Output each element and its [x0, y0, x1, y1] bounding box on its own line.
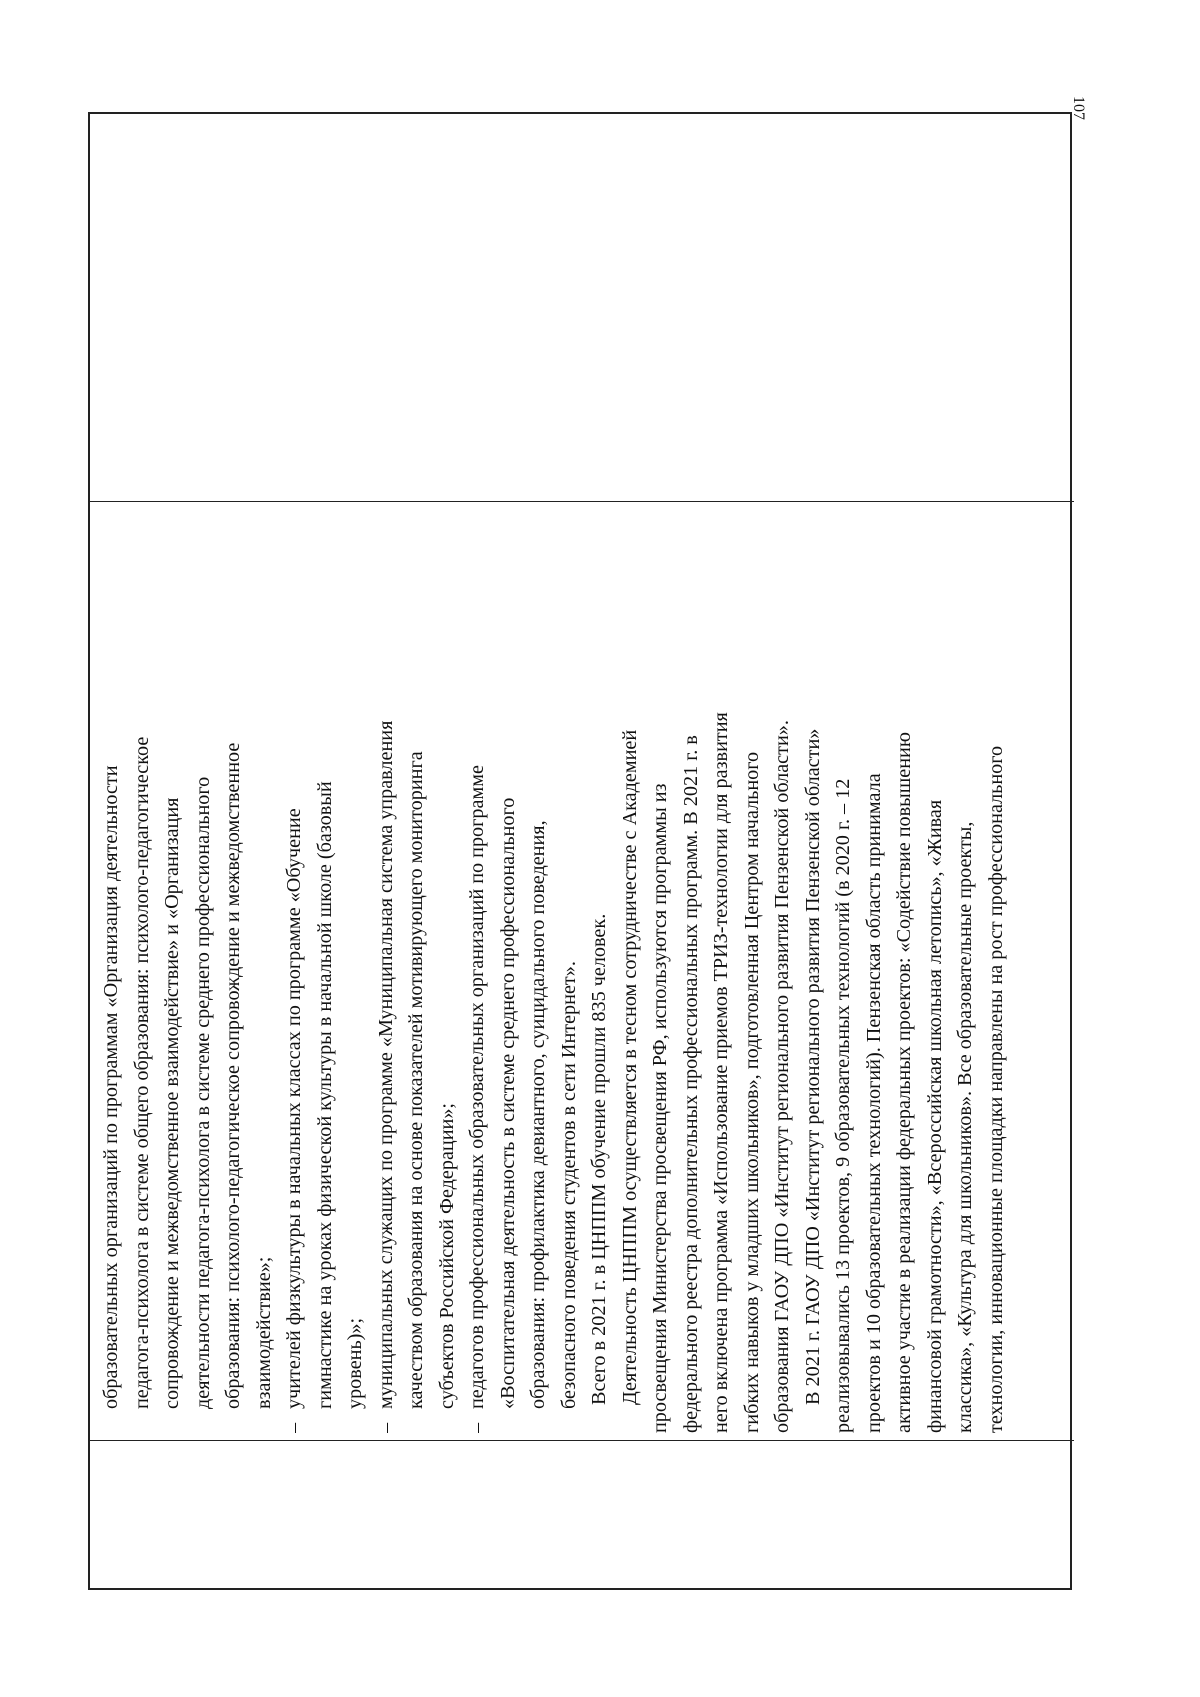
- text-line: [310, 507, 341, 1433]
- line-text: качеством образования на основе показателей мотивирующего мониторинга: [405, 751, 427, 1409]
- text-line: [981, 507, 1012, 1433]
- line-text: образовательных организаций по программам «Организация деятельности: [100, 765, 122, 1409]
- text-line: [218, 507, 249, 1433]
- line-text: Всего в 2021 г. в ЦНППМ обучение прошли 835 человек.: [588, 913, 610, 1405]
- line-text: классика», «Культура для школьников». Все образовательные проекты,: [954, 821, 976, 1433]
- page-number: 107: [1070, 96, 1087, 120]
- list-dash: –: [374, 1422, 397, 1433]
- list-dash: –: [466, 1422, 488, 1433]
- text-line: [493, 507, 524, 1433]
- text-line: [340, 507, 371, 1433]
- text-line: [676, 507, 707, 1433]
- line-text: реализовывались 13 проектов, 9 образовательных технологий (в 2020 г. – 12: [832, 778, 854, 1433]
- text-line: [828, 507, 859, 1433]
- text-line: [401, 507, 432, 1433]
- table-cell-left: [90, 1440, 1074, 1592]
- table-cell-right: [90, 114, 1074, 502]
- line-text: него включена программа «Использование приемов ТРИЗ-технологии для развития: [710, 712, 732, 1433]
- table-cell-content: [90, 503, 1074, 1439]
- text-line: [462, 507, 493, 1433]
- list-dash: –: [283, 1422, 305, 1433]
- text-line: [950, 507, 981, 1433]
- line-text: педагога-психолога в системе общего образования: психолого-педагогическое: [130, 736, 153, 1409]
- text-line: [432, 507, 463, 1433]
- line-text: учителей физкультуры в начальных классах по программе «Обучение: [283, 808, 305, 1409]
- line-text: субъектов Российской Федерации»;: [435, 1102, 458, 1409]
- text-line: [920, 507, 951, 1433]
- table-frame: [88, 112, 1072, 1590]
- text-line: [157, 507, 188, 1433]
- line-text: просвещения Министерства просвещения РФ, используются программы из: [649, 783, 671, 1433]
- line-text: «Воспитательная деятельность в системе среднего профессионального: [496, 797, 519, 1409]
- text-line: [584, 507, 615, 1433]
- line-text: сопровождение и межведомственное взаимодействие» и «Организация: [161, 797, 183, 1409]
- line-text: гибких навыков у младших школьников», подготовленная Центром начального: [740, 751, 763, 1433]
- line-text: образования: профилактика девиантного, суицидального поведения,: [527, 820, 549, 1409]
- text-line: [554, 507, 585, 1433]
- line-text: финансовой грамотности», «Всероссийская школьная летопись», «Живая: [923, 799, 946, 1433]
- text-line: [371, 507, 402, 1433]
- text-line: [127, 507, 158, 1433]
- text-line: [523, 507, 554, 1433]
- line-text: безопасного поведения студентов в сети Интернет».: [557, 961, 580, 1409]
- line-text: гимнастике на уроках физической культуры в начальной школе (базовый: [313, 781, 336, 1409]
- line-text: Деятельность ЦНППМ осуществляется в тесном сотрудничестве с Академией: [618, 729, 641, 1405]
- line-text: муниципальных служащих по программе «Муниципальная система управления: [374, 720, 397, 1409]
- line-text: уровень)»;: [344, 1317, 366, 1409]
- line-text: деятельности педагога-психолога в системе среднего профессионального: [191, 776, 214, 1409]
- text-line: [279, 507, 310, 1433]
- text-line: [889, 507, 920, 1433]
- line-text: технологии, инновационные площадки направлены на рост профессионального: [984, 745, 1007, 1433]
- text-line: [798, 507, 829, 1433]
- line-text: педагогов профессиональных образовательных организаций по программе: [466, 765, 488, 1409]
- text-line: [706, 507, 737, 1433]
- text-line: [859, 507, 890, 1433]
- line-text: взаимодействие»;: [252, 1256, 275, 1409]
- text-line: [96, 507, 127, 1433]
- line-text: В 2021 г. ГАОУ ДПО «Институт регионального развития Пензенской области»: [801, 728, 824, 1405]
- text-line: [767, 507, 798, 1433]
- rotated-table: [90, 114, 1074, 1592]
- line-text: проектов и 10 образовательных технологий). Пензенская область принимала: [862, 773, 885, 1433]
- line-text: федерального реестра дополнительных профессиональных программ. В 2021 г. в: [679, 735, 702, 1433]
- line-text: образования: психолого-педагогическое сопровождение и межведомственное: [222, 742, 244, 1409]
- line-text: образования ГАОУ ДПО «Институт регионального развития Пензенской области».: [771, 720, 793, 1433]
- text-line: [645, 507, 676, 1433]
- text-line: [737, 507, 768, 1433]
- text-line: [615, 507, 646, 1433]
- text-line: [188, 507, 219, 1433]
- text-line: [249, 507, 280, 1433]
- line-text: активное участие в реализации федеральных проектов: «Содействие повышению: [893, 732, 915, 1433]
